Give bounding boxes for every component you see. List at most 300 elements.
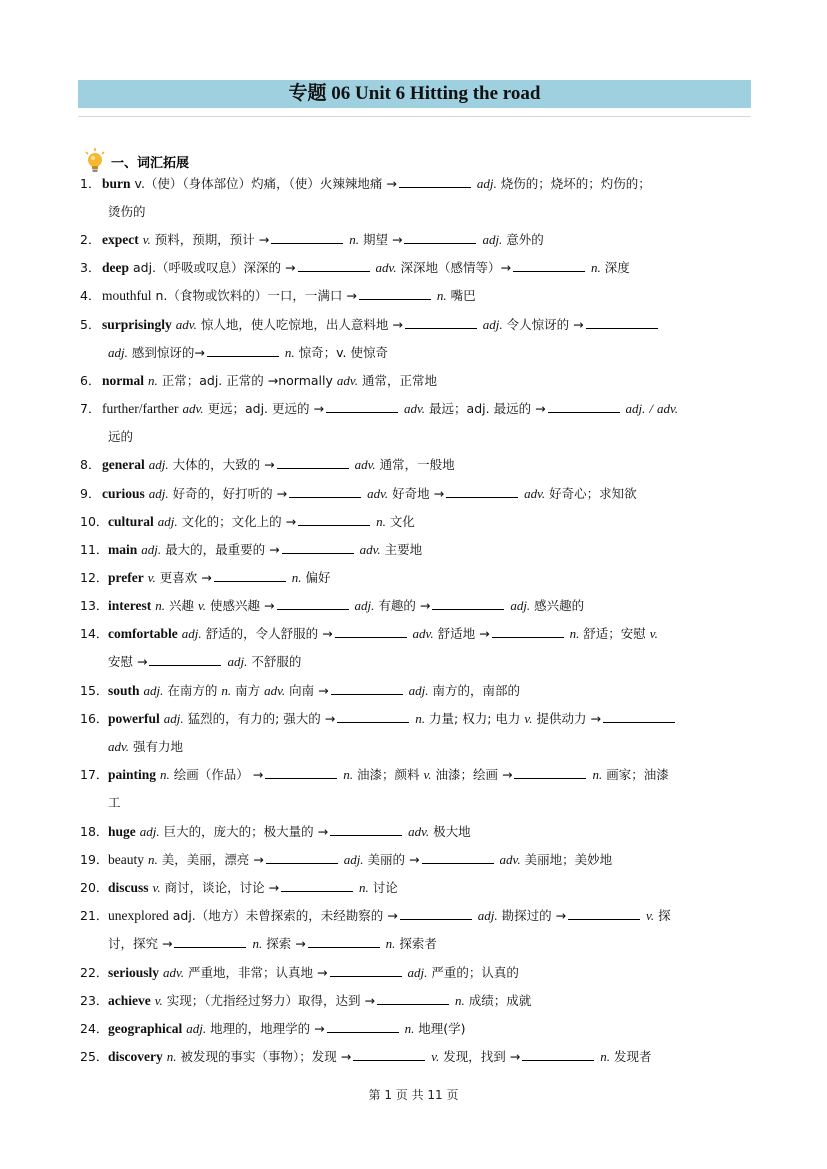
part-of-speech: adj. — [510, 598, 531, 613]
entry-number: 20． — [80, 880, 109, 895]
definition-text: 期望 — [362, 232, 388, 247]
definition-text: 使惊奇 — [350, 345, 388, 360]
part-of-speech: v. — [142, 232, 151, 247]
part-of-speech: adj. — [143, 683, 164, 698]
definition-text: → — [264, 598, 275, 613]
definition-text: → — [317, 965, 328, 980]
part-of-speech: adj. — [625, 401, 646, 416]
entry-number: 17． — [80, 767, 109, 782]
definition-text: →normally — [267, 373, 333, 388]
part-of-speech: adv. — [182, 401, 204, 416]
headword: surprisingly — [102, 317, 172, 332]
answer-blank[interactable] — [277, 456, 349, 469]
definition-text: 提供动力 — [536, 711, 587, 726]
definition-text: 烫伤的 — [108, 204, 146, 219]
definition-text: 好奇地 — [392, 486, 430, 501]
vocab-entry-continuation — [108, 934, 437, 954]
definition-text: 文化的；文化上的 — [181, 514, 282, 529]
vocab-entry — [80, 906, 671, 926]
definition-text: 油漆；绘画 — [435, 767, 499, 782]
vocab-entry-continuation — [108, 793, 121, 813]
definition-text: 最远；adj. — [429, 401, 490, 416]
definition-text: → — [409, 852, 420, 867]
headword: geographical — [108, 1021, 183, 1036]
answer-blank[interactable] — [174, 935, 246, 948]
definition-text: 正常；adj. — [161, 373, 223, 388]
definition-text: 安慰 — [108, 654, 134, 669]
answer-blank[interactable] — [335, 625, 407, 638]
part-of-speech: n. — [592, 767, 603, 782]
vocab-entry — [80, 878, 398, 898]
definition-text: 最远的 — [493, 401, 532, 416]
answer-blank[interactable] — [400, 907, 472, 920]
vocab-entry — [80, 1047, 651, 1067]
entry-number: 2． — [80, 232, 101, 247]
vocab-entry — [80, 371, 437, 391]
definition-text: 严重的；认真的 — [431, 965, 519, 980]
part-of-speech: adj. — [157, 514, 178, 529]
entry-number: 1． — [80, 176, 101, 191]
vocab-entry — [80, 230, 544, 250]
vocab-entry — [80, 765, 669, 785]
definition-text: → — [317, 824, 329, 839]
page-footer — [0, 1086, 827, 1103]
vocab-entry — [80, 624, 658, 644]
definition-text: → — [387, 908, 398, 923]
definition-text: 预料，预期，预计 — [154, 232, 255, 247]
definition-text: adj.（呼吸或叹息）深深的 — [132, 260, 282, 275]
vocab-entry — [80, 258, 630, 278]
part-of-speech: v. — [147, 570, 156, 585]
part-of-speech: adv. — [354, 457, 376, 472]
entry-number: 15． — [80, 683, 109, 698]
part-of-speech: adj. — [148, 486, 169, 501]
definition-text: 最大的，最重要的 — [165, 542, 266, 557]
part-of-speech: v. — [197, 598, 207, 613]
definition-text: 发现者 — [613, 1049, 652, 1064]
part-of-speech: adj. — [482, 232, 503, 247]
vocab-entry — [80, 822, 471, 842]
answer-blank[interactable] — [214, 569, 286, 582]
definition-text: 好奇的，好打听的 — [172, 486, 273, 501]
definition-text: 感到惊讶的→ — [131, 345, 205, 360]
vocab-entry — [80, 568, 330, 588]
definition-text: 在南方的 — [167, 683, 218, 698]
definition-text: → — [555, 908, 567, 923]
part-of-speech: n. — [376, 514, 386, 529]
definition-text: 南方 — [235, 683, 261, 698]
answer-blank[interactable] — [331, 682, 403, 695]
headword: main — [108, 542, 138, 557]
entry-number: 13． — [80, 598, 109, 613]
vocab-entry — [80, 963, 519, 983]
part-of-speech: adv. — [499, 852, 521, 867]
entry-number: 21． — [80, 908, 109, 923]
part-of-speech: n. — [252, 936, 263, 951]
answer-blank[interactable] — [514, 766, 586, 779]
part-of-speech: adv. — [524, 486, 546, 501]
definition-text: → — [573, 317, 584, 332]
definition-text: → — [252, 767, 264, 782]
entry-number: 12． — [80, 570, 109, 585]
definition-text: v.（使）（身体部位）灼痛，（使）火辣辣地痛 — [134, 176, 383, 191]
definition-text: 油漆；颜料 — [356, 767, 420, 782]
headword: seriously — [108, 965, 160, 980]
answer-blank[interactable] — [298, 513, 370, 526]
answer-blank[interactable] — [568, 907, 640, 920]
part-of-speech: n. — [291, 570, 302, 585]
definition-text: 舒适；安慰 — [583, 626, 646, 641]
vocab-entry-continuation — [108, 427, 133, 447]
definition-text: → — [392, 317, 403, 332]
definition-text: 舒适地 — [437, 626, 476, 641]
definition-text: 猛烈的，有力的; — [187, 711, 280, 726]
part-of-speech: adj. — [477, 908, 498, 923]
title-divider — [78, 116, 751, 117]
part-of-speech: n. — [147, 373, 158, 388]
part-of-speech: adj. — [408, 683, 429, 698]
entry-number: 5． — [80, 317, 101, 332]
vocab-entry-continuation — [108, 343, 388, 363]
answer-blank[interactable] — [327, 1020, 399, 1033]
definition-text: 深深地（感情等）→ — [400, 260, 512, 275]
definition-text: 大体的，大致的 — [172, 457, 261, 472]
answer-blank[interactable] — [359, 287, 431, 300]
part-of-speech: n. — [455, 993, 465, 1008]
definition-text: 画家；油漆 — [606, 767, 669, 782]
part-of-speech: n. — [404, 1021, 415, 1036]
part-of-speech: n. — [155, 598, 165, 613]
vocab-entry — [80, 484, 637, 504]
entry-number: 8． — [80, 457, 101, 472]
answer-blank[interactable] — [377, 992, 449, 1005]
headword: beauty — [108, 852, 144, 867]
entry-number: 25． — [80, 1049, 109, 1064]
vocab-entry — [80, 1019, 466, 1039]
headword: burn — [102, 176, 131, 191]
part-of-speech: adj. — [139, 824, 160, 839]
definition-text: 南方的，南部的 — [432, 683, 520, 698]
part-of-speech: n. — [160, 767, 170, 782]
definition-text: 电力 — [495, 711, 521, 726]
vocab-entry — [80, 174, 651, 194]
answer-blank[interactable] — [289, 485, 361, 498]
section-title: 一、词汇拓展 — [111, 155, 190, 171]
part-of-speech: adj. — [141, 542, 162, 557]
definition-text: 绘画（作品） — [173, 767, 249, 782]
entry-number: 4． — [80, 288, 101, 303]
definition-text: → — [318, 683, 329, 698]
definition-text: 烧伤的；烧坏的；灼伤的； — [500, 176, 651, 191]
answer-blank[interactable] — [548, 400, 620, 413]
answer-blank[interactable] — [432, 597, 504, 610]
vocab-entry — [80, 540, 422, 560]
part-of-speech: adj. — [227, 654, 248, 669]
entry-number: 3． — [80, 260, 101, 275]
part-of-speech: n. — [569, 626, 580, 641]
vocab-entry — [80, 399, 678, 419]
definition-text: 令人惊讶的 — [506, 317, 570, 332]
part-of-speech: adj. — [407, 965, 428, 980]
part-of-speech: adj. — [343, 852, 364, 867]
definition-text: → — [285, 260, 296, 275]
answer-blank[interactable] — [353, 1048, 425, 1061]
entry-number: 14． — [80, 626, 109, 641]
headword: deep — [102, 260, 129, 275]
part-of-speech: adv. — [163, 965, 185, 980]
definition-text: 正常的 — [226, 373, 264, 388]
page-title-banner — [78, 80, 751, 108]
entry-number: 7． — [80, 401, 101, 416]
definition-text: 更喜欢 — [159, 570, 198, 585]
answer-blank[interactable] — [277, 597, 349, 610]
answer-blank[interactable] — [492, 625, 564, 638]
part-of-speech: / — [649, 401, 654, 416]
vocab-entry — [80, 709, 677, 729]
part-of-speech: v. — [431, 1049, 440, 1064]
definition-text: adj.（地方）未曾探索的，未经勘察的 — [172, 908, 384, 923]
definition-text: 探 — [658, 908, 671, 923]
definition-text: 感兴趣的 — [534, 598, 585, 613]
part-of-speech: adv. — [412, 626, 434, 641]
definition-text: 使感兴趣 — [210, 598, 261, 613]
definition-text: 强有力地 — [133, 739, 184, 754]
definition-text: n.（食物或饮料的）一口，一满口 — [155, 288, 343, 303]
part-of-speech: n. — [147, 852, 158, 867]
headword: comfortable — [108, 626, 178, 641]
definition-text: → — [258, 232, 270, 247]
definition-text: 舒适的，令人舒服的 — [205, 626, 319, 641]
definition-text: 主要地 — [384, 542, 423, 557]
definition-text: 通常，正常地 — [361, 373, 437, 388]
definition-text: → — [313, 401, 324, 416]
answer-blank[interactable] — [282, 541, 354, 554]
answer-blank[interactable] — [298, 259, 370, 272]
part-of-speech: v. — [423, 767, 432, 782]
vocab-entry-continuation — [108, 652, 301, 672]
headword: unexplored — [108, 908, 169, 923]
headword: normal — [102, 373, 144, 388]
part-of-speech: n. — [415, 711, 426, 726]
vocab-entry — [80, 850, 612, 870]
part-of-speech: n. — [166, 1049, 177, 1064]
answer-blank[interactable] — [405, 316, 477, 329]
part-of-speech: adv. — [108, 739, 130, 754]
definition-text: 美丽地；美妙地 — [524, 852, 613, 867]
part-of-speech: n. — [284, 345, 295, 360]
answer-blank[interactable] — [404, 231, 476, 244]
headword: further/farther — [102, 401, 179, 416]
part-of-speech: adv. — [264, 683, 286, 698]
definition-text: → — [535, 401, 546, 416]
headword: discovery — [108, 1049, 163, 1064]
definition-text: 意外的 — [506, 232, 544, 247]
part-of-speech: adv. — [359, 542, 381, 557]
definition-text: 商讨，谈论，讨论 — [164, 880, 265, 895]
definition-text: 被发现的事实（事物）；发现 — [180, 1049, 337, 1064]
definition-text: → — [590, 711, 601, 726]
headword: mouthful — [102, 288, 152, 303]
lightbulb-icon — [83, 147, 107, 175]
headword: general — [102, 457, 145, 472]
definition-text: 兴趣 — [168, 598, 194, 613]
definition-text: → — [268, 880, 280, 895]
headword: curious — [102, 486, 145, 501]
definition-text: 勘探过的 — [501, 908, 552, 923]
entry-number: 6． — [80, 373, 101, 388]
part-of-speech: adj. — [148, 457, 169, 472]
definition-text: → — [285, 514, 297, 529]
answer-blank[interactable] — [207, 344, 279, 357]
definition-text: 更远的 — [272, 401, 310, 416]
entry-number: 18． — [80, 824, 109, 839]
definition-text: 向南 — [289, 683, 315, 698]
part-of-speech: adj. — [181, 626, 202, 641]
definition-text: 地理的，地理学的 — [210, 1021, 311, 1036]
part-of-speech: adj. — [163, 711, 184, 726]
answer-blank[interactable] — [281, 879, 353, 892]
definition-text: 发现，找到 — [443, 1049, 506, 1064]
definition-text: → — [419, 598, 431, 613]
definition-text: → — [201, 570, 212, 585]
answer-blank[interactable] — [446, 485, 518, 498]
vocab-entry — [80, 991, 531, 1011]
definition-text: 探索者 — [399, 936, 437, 951]
headword: expect — [102, 232, 139, 247]
definition-text: 深度 — [604, 260, 630, 275]
answer-blank[interactable] — [586, 316, 658, 329]
definition-text: 强大的 — [283, 711, 321, 726]
answer-blank[interactable] — [266, 851, 338, 864]
part-of-speech: adv. — [175, 317, 197, 332]
headword: prefer — [108, 570, 144, 585]
part-of-speech: adj. — [476, 176, 497, 191]
entry-number: 9． — [80, 486, 101, 501]
definition-text: 工 — [108, 795, 121, 810]
headword: interest — [108, 598, 152, 613]
answer-blank[interactable] — [330, 823, 402, 836]
headword: cultural — [108, 514, 154, 529]
definition-text: 讨论 — [372, 880, 398, 895]
definition-text: 惊奇；v. — [298, 345, 347, 360]
answer-blank[interactable] — [337, 710, 409, 723]
headword: discuss — [108, 880, 149, 895]
answer-blank[interactable] — [271, 231, 343, 244]
vocab-entry — [80, 455, 455, 475]
definition-text: 力量; — [429, 711, 459, 726]
part-of-speech: n. — [349, 232, 359, 247]
part-of-speech: adv. — [375, 260, 397, 275]
part-of-speech: adv. — [403, 401, 426, 416]
answer-blank[interactable] — [422, 851, 494, 864]
answer-blank[interactable] — [265, 766, 337, 779]
definition-text: 巨大的，庞大的；极大量的 — [163, 824, 314, 839]
part-of-speech: v. — [524, 711, 533, 726]
headword: huge — [108, 824, 136, 839]
definition-text: → — [346, 288, 357, 303]
definition-text: → — [324, 711, 336, 726]
answer-blank[interactable] — [603, 710, 675, 723]
definition-text: → — [137, 654, 148, 669]
entry-number: 10． — [80, 514, 109, 529]
vocab-entry — [80, 512, 415, 532]
part-of-speech: adj. — [186, 1021, 207, 1036]
definition-text: 讨，探究 — [108, 936, 159, 951]
definition-text: 探索 — [266, 936, 292, 951]
definition-text: 好奇心；求知欲 — [549, 486, 637, 501]
definition-text: 更远；adj. — [207, 401, 269, 416]
part-of-speech: adv. — [367, 486, 389, 501]
definition-text: → — [162, 936, 173, 951]
vocab-entry — [80, 315, 660, 335]
vocab-entry-continuation — [108, 202, 146, 222]
section-heading — [83, 146, 189, 176]
part-of-speech: n. — [385, 936, 396, 951]
answer-blank[interactable] — [522, 1048, 594, 1061]
definition-text: → — [479, 626, 490, 641]
answer-blank[interactable] — [149, 653, 221, 666]
definition-text: → — [264, 457, 275, 472]
part-of-speech: adv. — [657, 401, 679, 416]
definition-text: 极大地 — [433, 824, 471, 839]
headword: south — [108, 683, 140, 698]
definition-text: → — [386, 176, 397, 191]
headword: painting — [108, 767, 157, 782]
part-of-speech: n. — [600, 1049, 610, 1064]
entry-number: 23． — [80, 993, 109, 1008]
definition-text: 成绩；成就 — [468, 993, 532, 1008]
vocab-entry — [80, 286, 476, 306]
answer-blank[interactable] — [330, 964, 402, 977]
definition-text: 嘴巴 — [450, 288, 476, 303]
part-of-speech: adv. — [408, 824, 430, 839]
definition-text: 实现；（尤指经过努力）取得，达到 — [166, 993, 361, 1008]
definition-text: → — [276, 486, 288, 501]
headword: powerful — [108, 711, 160, 726]
definition-text: → — [340, 1049, 352, 1064]
vocab-entry — [80, 681, 520, 701]
answer-blank[interactable] — [326, 400, 398, 413]
part-of-speech: v. — [154, 993, 163, 1008]
part-of-speech: n. — [221, 683, 232, 698]
definition-text: 有趣的 — [378, 598, 416, 613]
definition-text: → — [502, 767, 513, 782]
definition-text: → — [391, 232, 403, 247]
answer-blank[interactable] — [513, 259, 585, 272]
answer-blank[interactable] — [399, 175, 471, 188]
entry-number: 22． — [80, 965, 109, 980]
entry-number: 24． — [80, 1021, 109, 1036]
headword: achieve — [108, 993, 151, 1008]
part-of-speech: n. — [359, 880, 369, 895]
definition-text: 权力; — [462, 711, 492, 726]
part-of-speech: v. — [649, 626, 658, 641]
definition-text: 通常，一般地 — [379, 457, 455, 472]
part-of-speech: n. — [343, 767, 353, 782]
answer-blank[interactable] — [308, 935, 380, 948]
vocab-entry — [80, 596, 584, 616]
definition-text: → — [295, 936, 306, 951]
definition-text: 美丽的 — [367, 852, 406, 867]
part-of-speech: adv. — [336, 373, 358, 388]
part-of-speech: adj. — [108, 345, 128, 360]
definition-text: → — [269, 542, 280, 557]
part-of-speech: adj. — [482, 317, 503, 332]
definition-text: 惊人地，使人吃惊地，出人意料地 — [200, 317, 389, 332]
entry-number: 16． — [80, 711, 109, 726]
definition-text: → — [509, 1049, 521, 1064]
definition-text: 地理(学) — [418, 1021, 466, 1036]
